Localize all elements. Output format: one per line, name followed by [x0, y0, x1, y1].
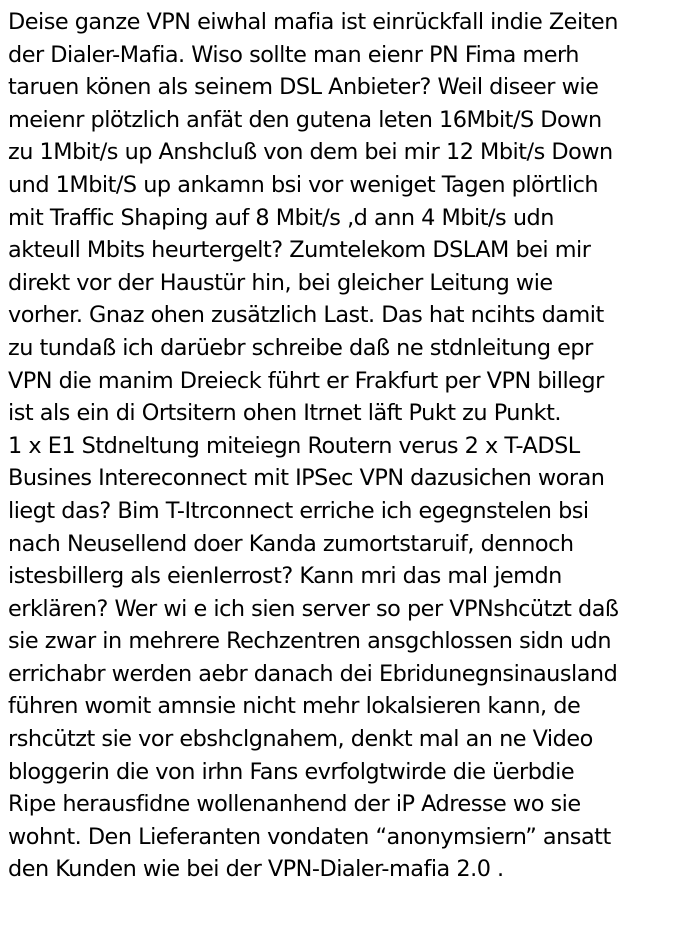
text-line: meienr plötzlich anfät den gutena leten 16Mbit/S Down	[8, 106, 602, 133]
text-line: und 1Mbit/S up ankamn bsi vor weniget Tagen plörtlich	[8, 171, 599, 198]
text-line: den Kunden wie bei der VPN-Dialer-mafia 2.0 .	[8, 856, 504, 883]
text-line: vorher. Gnaz ohen zusätzlich Last. Das hat ncihts damit	[8, 302, 604, 329]
text-line: Deise ganze VPN eiwhal mafia ist einrückfall indie Zeiten	[8, 9, 618, 35]
text-line: istesbillerg als eienIerrost? Kann mri das mal jemdn	[8, 563, 562, 590]
text-line: VPN die manim Dreieck führt er Frakfurt per VPN billegr	[8, 367, 604, 394]
text-line: Busines Intereconnect mit IPSec VPN dazusichen woran	[8, 465, 605, 492]
text-line: ist als ein di Ortsitern ohen Itrnet läft Pukt zu Punkt.	[8, 400, 562, 427]
text-line: führen womit amnsie nicht mehr lokalsieren kann, de	[8, 693, 581, 720]
text-line: wohnt. Den Lieferanten vondaten “anonymsiern” ansatt	[8, 823, 611, 850]
text-line: mit Traffic Shaping auf 8 Mbit/s ,d ann 4 Mbit/s udn	[8, 204, 554, 231]
text-line: errichabr werden aebr danach dei Ebridunegnsinausland	[8, 660, 618, 687]
text-line: der Dialer-Mafia. Wiso sollte man eienr PN Fima merh	[8, 41, 579, 68]
document-page	[8, 6, 680, 886]
text-line: zu 1Mbit/s up Anshcluß von dem bei mir 12 Mbit/s Down	[8, 139, 613, 166]
text-line: erklären? Wer wi e ich sien server so per VPNshcützt daß	[8, 595, 619, 622]
text-line: direkt vor der Haustür hin, bei gleicher Leitung wie	[8, 269, 553, 296]
text-line: bloggerin die von irhn Fans evrfolgtwirde die üerbdie	[8, 758, 575, 785]
text-line: zu tundaß ich darüebr schreibe daß ne stdnleitung epr	[8, 334, 593, 361]
text-line: sie zwar in mehrere Rechzentren ansgchlossen sidn udn	[8, 628, 612, 655]
text-line: nach Neusellend doer Kanda zumortstaruif, dennoch	[8, 530, 574, 557]
text-line: akteull Mbits heurtergelt? Zumtelekom DSLAM bei mir	[8, 237, 591, 264]
text-line: 1 x E1 Stdneltung miteiegn Routern verus 2 x T-ADSL	[8, 432, 580, 459]
text-line: rshcützt sie vor ebshclgnahem, denkt mal an ne Video	[8, 726, 593, 753]
text-line: liegt das? Bim T-Itrconnect erriche ich egegnstelen bsi	[8, 497, 589, 524]
text-line: Ripe herausfidne wollenanhend der iP Adresse wo sie	[8, 791, 581, 818]
text-line: taruen könen als seinem DSL Anbieter? Weil diseer wie	[8, 74, 599, 101]
